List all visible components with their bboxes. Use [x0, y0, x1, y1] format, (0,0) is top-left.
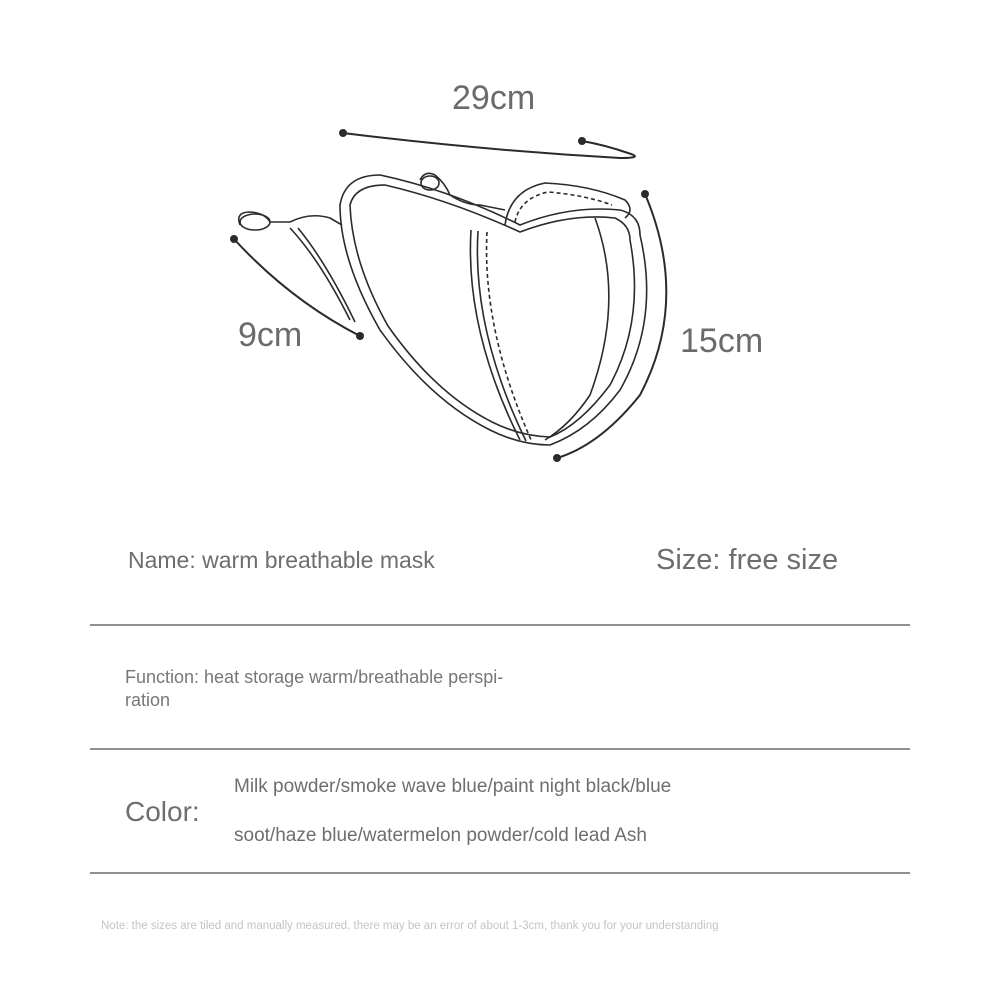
height-measure-line — [557, 194, 666, 458]
color-options-line-1: Milk powder/smoke wave blue/paint night black/blue — [234, 776, 672, 797]
product-size: Size: free size — [656, 544, 839, 576]
center-seam-inner — [487, 232, 532, 442]
mask-outer-edge — [340, 175, 647, 445]
width-dimension-label: 29cm — [452, 79, 536, 117]
height-dimension-label: 15cm — [680, 322, 764, 360]
divider-1 — [90, 624, 910, 626]
width-measure-line — [343, 133, 635, 158]
top-ear-loop — [420, 173, 505, 210]
divider-3 — [90, 872, 910, 874]
color-label: Color: — [125, 796, 200, 827]
function-line-1: Function: heat storage warm/breathable perspi- — [125, 667, 504, 687]
product-name: Name: warm breathable mask — [128, 547, 435, 573]
measurement-note: Note: the sizes are tiled and manually measured, there may be an error of about 1-3cm, thank you for your understanding — [101, 920, 719, 932]
divider-2 — [90, 748, 910, 750]
color-options-line-2: soot/haze blue/watermelon powder/cold lead Ash — [234, 825, 647, 846]
ear-dimension-label: 9cm — [238, 316, 303, 354]
function-line-2: ration — [125, 690, 171, 710]
